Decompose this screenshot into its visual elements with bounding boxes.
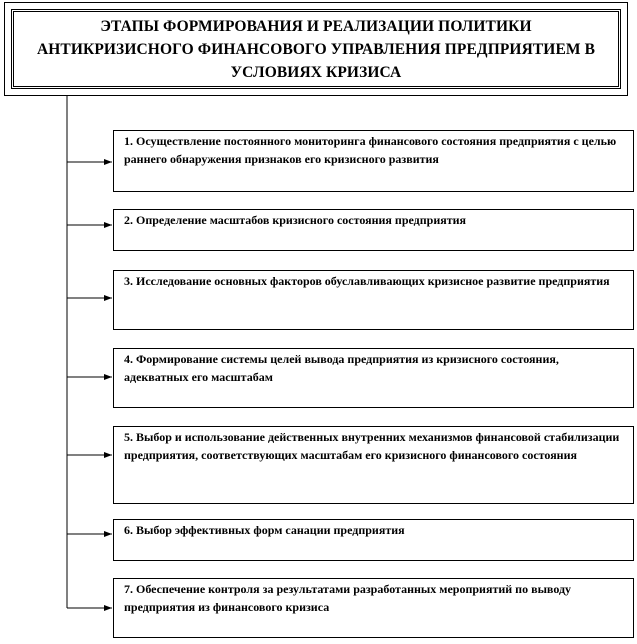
step-box-4: [113, 348, 634, 408]
step-box-1: [113, 130, 634, 192]
step-box-3: [113, 270, 634, 330]
step-label-6: 6. Выбор эффективных форм санации предприятия: [124, 523, 405, 537]
step-label-1: 1. Осуществление постоянного мониторинга финансового состояния предприятия с целью раннего обнаружения признаков его кризисного развития: [124, 134, 617, 166]
step-label-3: 3. Исследование основных факторов обуславливающих кризисное развитие предприятия: [124, 274, 610, 288]
header-box: [4, 2, 628, 96]
step-label-5: 5. Выбор и использование действенных внутренних механизмов финансовой стабилизации предприятия, соответствующих масштабам его кризисного финансового состояния: [124, 430, 620, 462]
step-box-2: [113, 209, 634, 251]
header-inner-frame: [11, 9, 621, 89]
step-box-7: [113, 578, 634, 638]
step-box-5: [113, 426, 634, 504]
diagram-title: ЭТАПЫ ФОРМИРОВАНИЯ И РЕАЛИЗАЦИИ ПОЛИТИКИ АНТИКРИЗИСНОГО ФИНАНСОВОГО УПРАВЛЕНИЯ ПРЕДПРИЯТИЕМ В УСЛОВИЯХ КРИЗИСА: [36, 17, 596, 81]
step-label-2: 2. Определение масштабов кризисного состояния предприятия: [124, 213, 467, 227]
step-box-6: [113, 519, 634, 561]
step-label-7: 7. Обеспечение контроля за результатами разработанных мероприятий по выводу предприятия из финансового кризиса: [124, 582, 572, 614]
step-label-4: 4. Формирование системы целей вывода предприятия из кризисного состояния, адекватных его масштабам: [124, 352, 559, 384]
